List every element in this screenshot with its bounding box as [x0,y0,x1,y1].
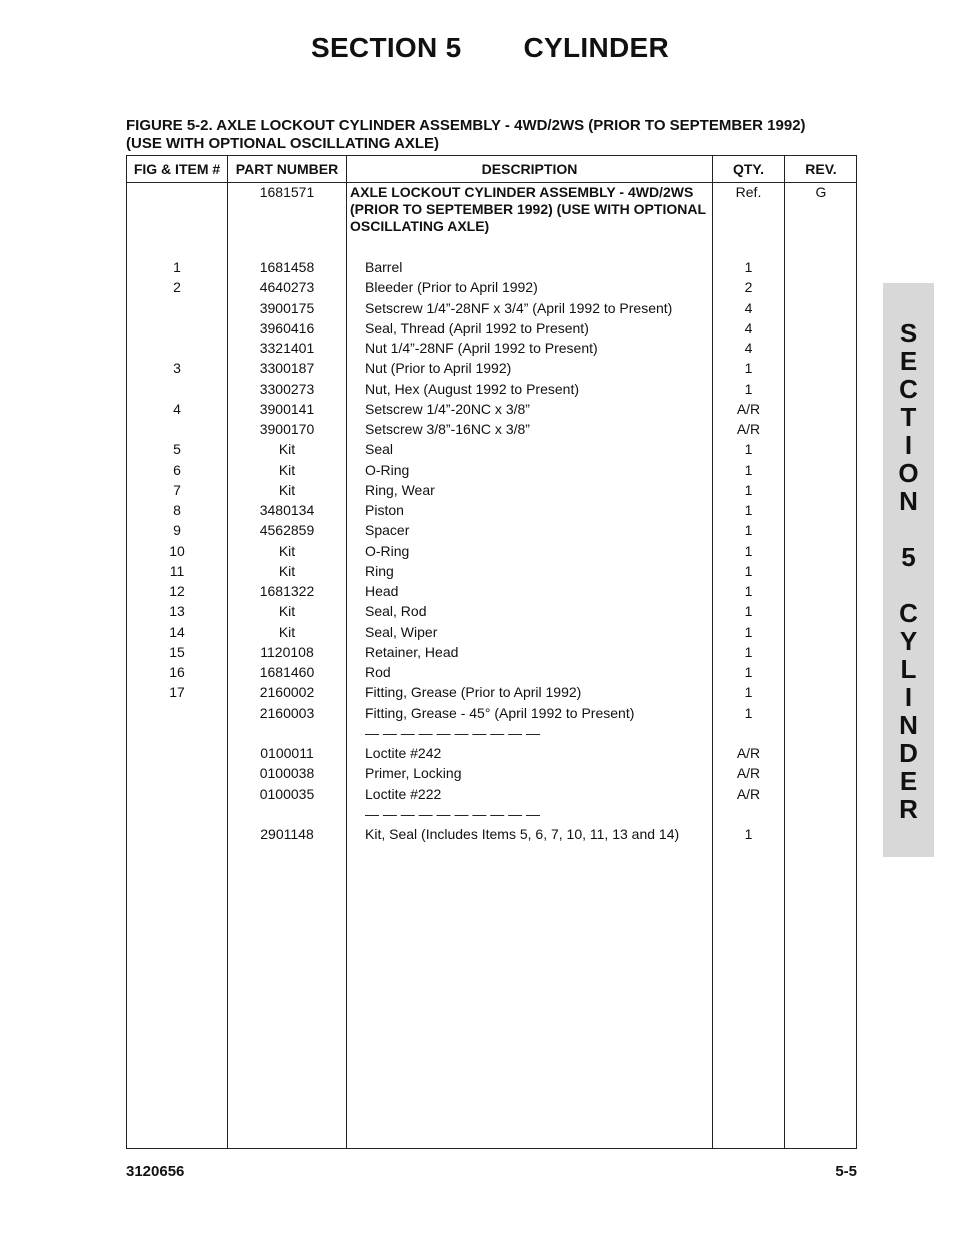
row-description: Loctite #242 [365,745,442,761]
row-qty: 4 [744,320,753,336]
row-part-number: 0100038 [259,765,315,781]
row-description: Seal, Rod [365,603,427,619]
row-fig-item: 11 [169,563,185,579]
row-description: Setscrew 3/8”-16NC x 3/8” [365,421,530,437]
row-fig-item: 10 [169,543,185,559]
row-part-number: 2160003 [259,705,315,721]
section-title [0,32,954,64]
row-qty: 1 [744,482,753,498]
side-tab-letter: E [899,766,918,796]
figure-title-line2: (USE WITH OPTIONAL OSCILLATING AXLE) [126,135,440,152]
row-part-number: 2901148 [260,826,314,842]
row-qty: A/R [736,745,761,761]
row-part-number: Kit [278,624,296,640]
row-qty: 4 [744,340,753,356]
row-qty: 1 [744,522,753,538]
row-part-number: 3900170 [259,421,315,437]
row-part-number: 4640273 [259,279,315,295]
row-qty: 1 [744,259,753,275]
assembly-qty: Ref. [735,184,762,200]
row-fig-item: 1 [173,259,181,275]
row-description: Spacer [365,522,410,538]
row-description: Loctite #222 [365,786,442,802]
side-tab-letter: 5 [901,542,916,572]
row-description: Setscrew 1/4”-28NF x 3/4” (April 1992 to Present) [365,300,673,316]
side-tab-letter: N [899,710,918,740]
parts-table [126,155,857,1149]
row-description: Primer, Locking [365,765,462,781]
row-qty: 1 [744,644,753,660]
row-part-number: 0100011 [260,745,314,761]
row-qty: 1 [744,462,753,478]
row-part-number: 3480134 [259,502,315,518]
row-fig-item: 16 [169,664,185,680]
header-part-number: PART NUMBER [235,161,339,177]
row-part-number: Kit [278,543,296,559]
row-description: Seal [365,441,394,457]
row-part-number: 3321401 [259,340,315,356]
row-fig-item: 4 [173,401,181,417]
row-qty: 1 [744,381,753,397]
section-number: SECTION 5 [310,32,462,63]
row-fig-item: 6 [173,462,181,478]
row-fig-item: 9 [173,522,181,538]
row-qty: 1 [744,563,753,579]
row-fig-item: 17 [169,684,185,700]
side-tab-letter: L [900,654,917,684]
row-fig-item: 15 [169,644,185,660]
header-divider [127,182,856,183]
row-part-number: Kit [278,441,296,457]
row-description: Nut 1/4”-28NF (April 1992 to Present) [365,340,598,356]
doc-number: 3120656 [126,1163,185,1180]
row-description: Kit, Seal (Includes Items 5, 6, 7, 10, 11, 13 and 14) [365,826,680,842]
row-part-number: 3900175 [259,300,315,316]
row-fig-item: 12 [169,583,185,599]
row-part-number: 1681322 [259,583,315,599]
assembly-description: AXLE LOCKOUT CYLINDER ASSEMBLY - 4WD/2WS (PRIOR TO SEPTEMBER 1992) (USE WITH OPTIONAL OSCILLATING AXLE) [350,184,706,234]
row-qty: 1 [744,705,753,721]
row-description: Seal, Wiper [365,624,438,640]
figure-title-line1: FIGURE 5-2. AXLE LOCKOUT CYLINDER ASSEMBLY - 4WD/2WS (PRIOR TO SEPTEMBER 1992) [126,117,806,134]
row-part-number: 1681460 [259,664,315,680]
row-qty: 1 [744,441,753,457]
assembly-rev: G [815,184,827,200]
row-part-number: Kit [278,603,296,619]
row-fig-item: 7 [173,482,181,498]
row-description: O-Ring [365,462,410,478]
row-description: Seal, Thread (April 1992 to Present) [365,320,589,336]
row-part-number: Kit [278,482,296,498]
row-description: O-Ring [365,543,410,559]
row-description: Fitting, Grease - 45° (April 1992 to Present) [365,705,635,721]
row-part-number: 4562859 [259,522,315,538]
row-fig-item: 8 [173,502,181,518]
row-description: — — — — — — — — — — [365,806,541,822]
row-qty: 1 [744,543,753,559]
column-divider [346,156,347,1148]
side-tab-letter: O [898,458,919,488]
row-fig-item: 2 [173,279,181,295]
figure-title [126,117,866,153]
row-part-number: 2160002 [259,684,315,700]
row-description: Piston [365,502,404,518]
column-divider [784,156,785,1148]
side-tab-letter: N [899,486,918,516]
row-qty: 2 [744,279,753,295]
row-part-number: 1681458 [259,259,315,275]
row-qty: A/R [736,765,761,781]
row-description: Nut, Hex (August 1992 to Present) [365,381,579,397]
header-fig-item: FIG & ITEM # [133,161,221,177]
row-qty: 1 [744,603,753,619]
side-tab-letter: I [904,430,913,460]
side-tab-letter: D [899,738,918,768]
row-fig-item: 14 [169,624,185,640]
side-tab-letter: R [899,794,918,824]
row-qty: 1 [744,583,753,599]
side-tab-letter: C [899,374,918,404]
row-description: Head [365,583,399,599]
row-qty: 1 [744,624,753,640]
row-part-number: 3300273 [259,381,315,397]
row-part-number: 3960416 [259,320,315,336]
row-part-number: 0100035 [259,786,315,802]
row-part-number: Kit [278,462,296,478]
row-description: Ring, Wear [365,482,435,498]
row-fig-item: 13 [169,603,185,619]
header-description: DESCRIPTION [481,161,578,177]
row-description: Bleeder (Prior to April 1992) [365,279,538,295]
section-name: CYLINDER [523,32,670,63]
row-description: Ring [365,563,394,579]
side-tab-letter: I [904,682,913,712]
side-tab-letter: S [899,318,918,348]
row-part-number: 3300187 [259,360,315,376]
row-qty: 1 [744,360,753,376]
row-qty: 1 [744,826,753,842]
row-qty: 1 [744,664,753,680]
header-rev: REV. [805,161,837,177]
row-description: Nut (Prior to April 1992) [365,360,512,376]
section-side-tab [883,283,934,857]
side-tab-letter: C [899,598,918,628]
row-description: Barrel [365,259,403,275]
header-qty: QTY. [732,161,765,177]
side-tab-letter: E [899,346,918,376]
row-part-number: 3900141 [259,401,315,417]
row-description: Retainer, Head [365,644,459,660]
row-qty: A/R [736,401,761,417]
row-qty: A/R [736,786,761,802]
row-part-number: Kit [278,563,296,579]
row-fig-item: 5 [173,441,181,457]
side-tab-letter: T [900,402,917,432]
side-tab-letter: Y [899,626,918,656]
assembly-part-number: 1681571 [259,184,315,200]
row-description: — — — — — — — — — — [365,725,541,741]
row-description: Fitting, Grease (Prior to April 1992) [365,684,582,700]
page-number: 5-5 [835,1163,857,1180]
row-description: Rod [365,664,391,680]
row-part-number: 1120108 [260,644,314,660]
row-qty: A/R [736,421,761,437]
row-fig-item: 3 [173,360,181,376]
row-qty: 4 [744,300,753,316]
row-description: Setscrew 1/4”-20NC x 3/8” [365,401,530,417]
row-qty: 1 [744,684,753,700]
row-qty: 1 [744,502,753,518]
